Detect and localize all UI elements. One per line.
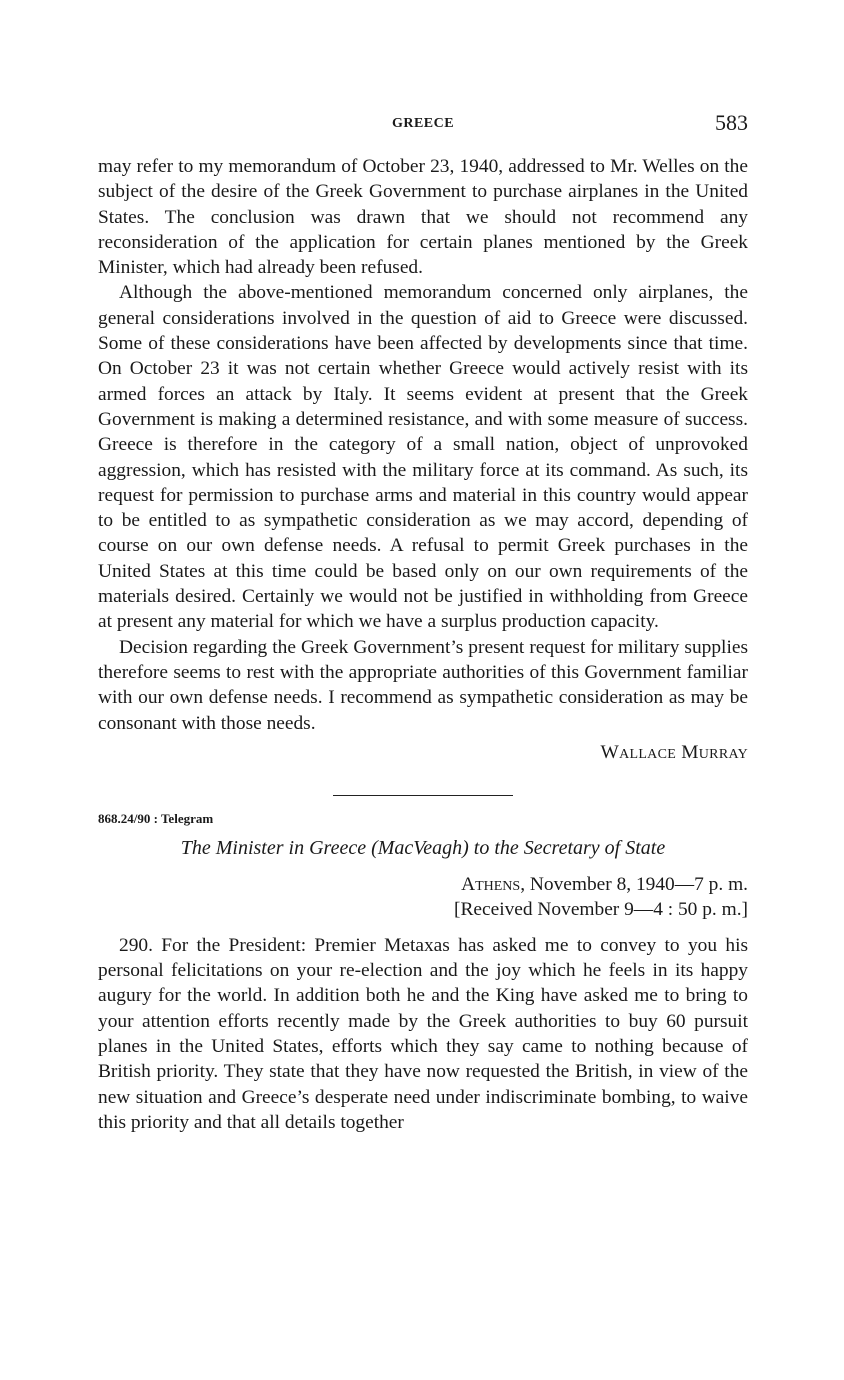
- page-header: [98, 110, 748, 140]
- page-number: 583: [715, 110, 748, 135]
- document-title: The Minister in Greece (MacVeagh) to the Secretary of State: [180, 837, 666, 860]
- memo-paragraph-3: Decision regarding the Greek Government’s present request for military supplies therefore seems to rest with the appropriate authorities of this Government familiar with our own defense needs. I recommend as sympathetic consideration as may be consonant with those needs.: [98, 636, 748, 734]
- running-head: GREECE: [391, 116, 455, 131]
- section-divider: [333, 795, 513, 796]
- received-line: [Received November 9—4 : 50 p. m.]: [453, 899, 748, 921]
- dateline-date: , November 8, 1940—7 p. m.: [520, 874, 748, 896]
- memo-signature: Wallace Murray: [600, 741, 748, 763]
- file-reference: 868.24/90 : Telegram: [98, 811, 214, 827]
- memo-paragraph-2: Although the above-mentioned memorandum concerned only airplanes, the general considerations involved in the question of aid to Greece were discussed. Some of these considerations have been affected by developments since that time. On October 23 it was not certain whether Greece would actively resist with its armed forces an attack by Italy. It seems evident at present that the Greek Government is making a determined resistance, and with some measure of success. Greece is therefore in the category of a small nation, object of unprovoked aggression, which has resisted with the military force at its command. As such, its request for permission to purchase arms and material in this country would appear to be entitled to as sympathetic consideration as we may accord, depending of course on our own defense needs. A refusal to permit Greek purchases in the United States at this time could be based only on our own requirements of the materials desired. Certainly we would not be justified in withholding from Greece at present any material for which we have a surplus production capacity.: [98, 282, 748, 633]
- telegram-body: 290. For the President: Premier Metaxas has asked me to convey to you his personal felicitations on your re-election and the joy which he feels in its happy augury for the world. In addition both he and the King have asked me to bring to your attention efforts recently made by the Greek authorities to buy 60 pursuit planes in the United States, efforts which they say came to nothing because of British priority. They state that they have now requested the British, in view of the new situation and Greece’s desperate need under indiscriminate bombing, to waive this priority and that all details together: [98, 934, 748, 1133]
- memo-paragraph-1: may refer to my memorandum of October 23, 1940, addressed to Mr. Welles on the subject of the desire of the Greek Government to purchase airplanes in the United States. The conclusion was drawn that we should not recommend any reconsideration of the application for certain planes mentioned by the Greek Minister, which had already been refused.: [98, 156, 748, 279]
- dateline-place: Athens: [461, 874, 521, 896]
- dateline: [98, 872, 748, 897]
- body-text: [98, 154, 748, 1135]
